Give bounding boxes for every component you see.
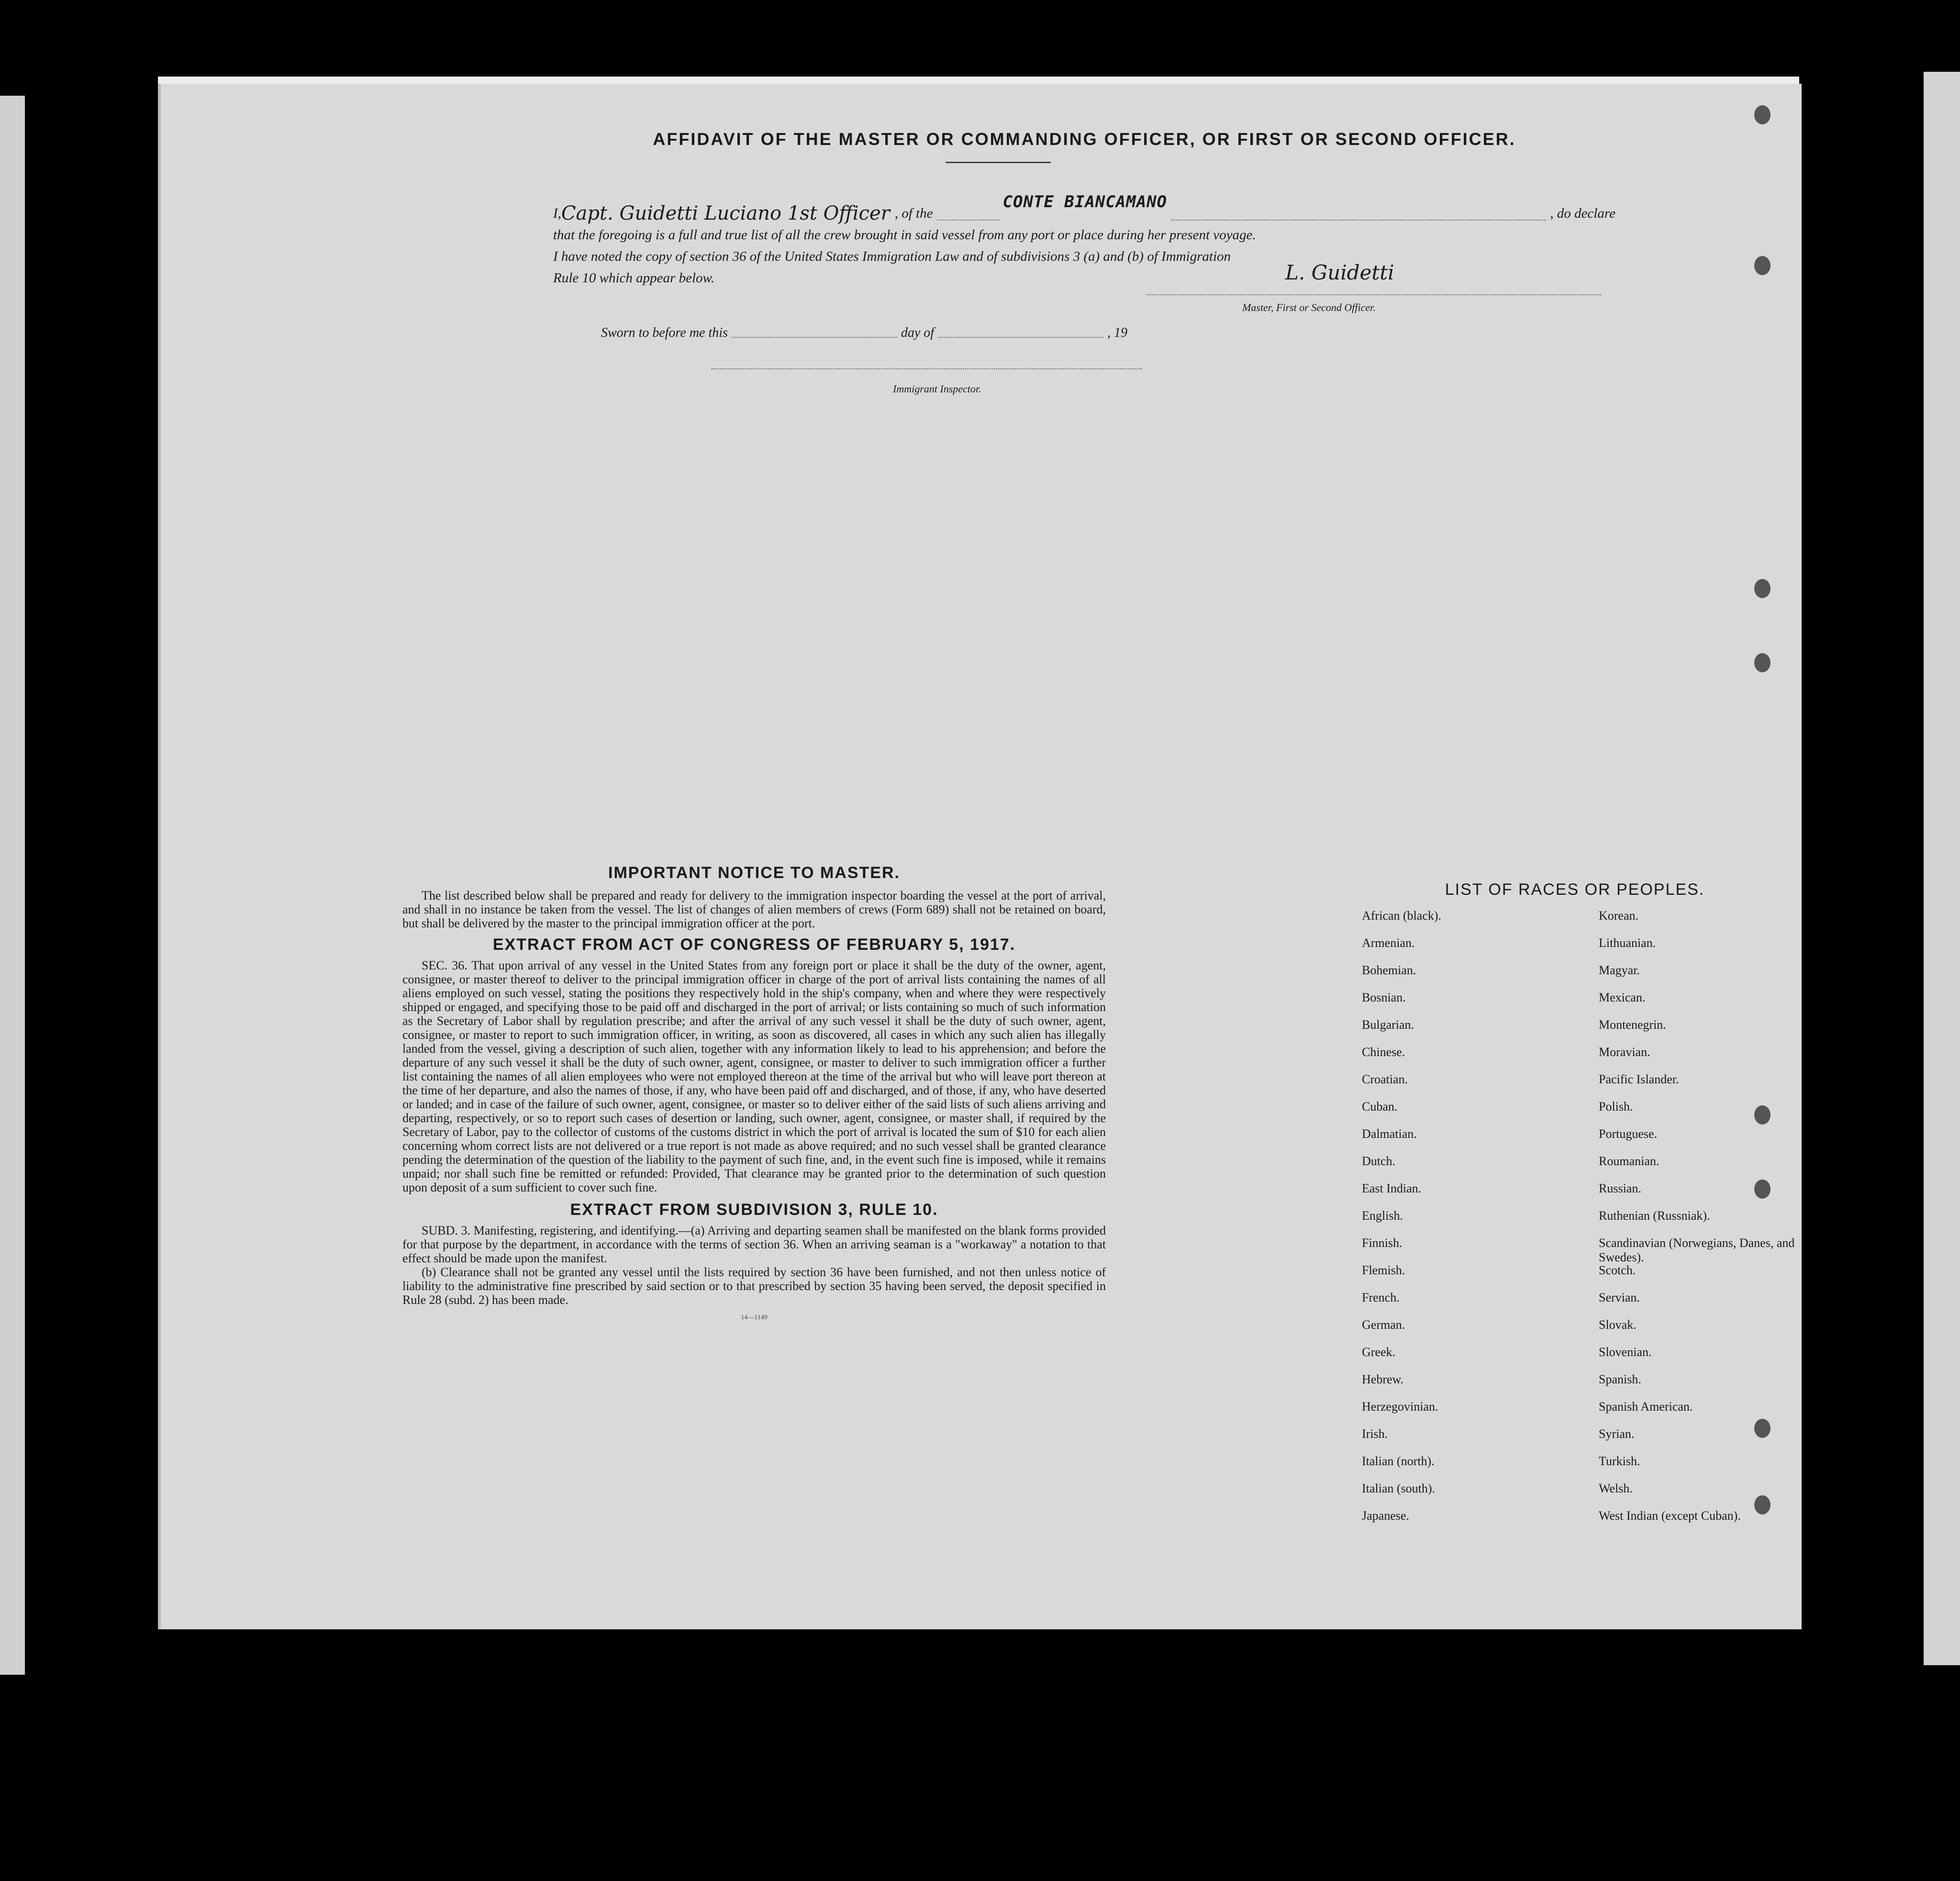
race-item: Flemish. [1362, 1263, 1405, 1277]
race-item: Ruthenian (Russniak). [1599, 1209, 1710, 1223]
rule-heading: EXTRACT FROM SUBDIVISION 3, RULE 10. [570, 1201, 938, 1219]
race-item: West Indian (except Cuban). [1599, 1509, 1741, 1523]
race-item: Magyar. [1599, 963, 1640, 977]
race-item: Welsh. [1599, 1481, 1633, 1495]
race-item: Greek. [1362, 1345, 1396, 1359]
race-item: Japanese. [1362, 1509, 1409, 1523]
sworn-day: day of [901, 325, 935, 340]
race-item: Scotch. [1599, 1263, 1636, 1277]
race-item: Mexican. [1599, 991, 1646, 1004]
race-item: Roumanian. [1599, 1154, 1659, 1168]
race-item: Bulgarian. [1362, 1018, 1414, 1032]
race-item: Servian. [1599, 1291, 1640, 1304]
race-item: Portuguese. [1599, 1127, 1658, 1141]
sworn-prefix: Sworn to before me this [601, 325, 728, 340]
declaration-of-the: , of the [894, 206, 933, 221]
declaration-prefix: I, [553, 206, 561, 221]
notice-block [402, 866, 1106, 1324]
race-item: Pacific Islander. [1599, 1072, 1679, 1086]
signature-caption: Master, First or Second Officer. [1242, 301, 1376, 313]
race-item: French. [1362, 1291, 1400, 1304]
inspector-line [711, 368, 1142, 369]
title-rule [946, 162, 1051, 163]
act-body: SEC. 36. That upon arrival of any vessel in the United States from any foreign port or place it shall be the duty of the owner, agent, consignee, or master thereof to deliver to the principal immigration officer in charge of the port of arrival lists containing the names of all aliens employed on such vessel, stating the positions they respectively hold in the ship's company, when and where they were respectively shipped or engaged, and specifying those to be paid off and discharged in the port of arrival; or lists containing so much of such information as the Secretary of Labor shall by regulation prescribe; and after the arrival of any such vessel it shall be the duty of such owner, agent, consignee, or master to report to such immigration officer, in writing, as soon as discovered, all cases in which any such alien has illegally landed from the vessel, giving a description of such alien, together with any information likely to lead to his apprehension; and before the departure of any such vessel it shall be the duty of such owner, agent, consignee, or master to deliver to such immigration officer a further list containing the names of all alien employees who were not employed thereon at the time of the arrival but who will leave port thereon at the time of her departure, and also the names of those, if any, who have been paid off and discharged, and of those, if any, who have deserted or landed; and in case of the failure of such owner, agent, consignee, or master so to deliver either of the said lists of such aliens arriving and departing, respectively, or so to report such cases of desertion or landing, such owner, agent, consignee, or master shall, if required by the Secretary of Labor, pay to the collector of customs of the customs district in which the port of arrival is located the sum of $10 for each alien concerning whom correct lists are not delivered or a true report is not made as above required; and no such vessel shall be granted clearance pending the determination of the question of the liability to the payment of such fine, and, in the event such fine is imposed, while it remains unpaid; nor shall such fine be remitted or refunded: Provided, That clearance may be granted prior to the determination of such question upon deposit of a sum sufficient to cover such fine. [402, 958, 1106, 1194]
race-item: Finnish. [1362, 1236, 1403, 1250]
race-item: Scandinavian (Norwegians, Danes, and Swedes). [1599, 1236, 1795, 1264]
race-item: Cuban. [1362, 1100, 1398, 1113]
adjacent-page-left [0, 96, 25, 1675]
race-item: Herzegovinian. [1362, 1400, 1438, 1414]
affidavit-title: AFFIDAVIT OF THE MASTER OR COMMANDING OFFICER, OR FIRST OR SECOND OFFICER. [653, 129, 1516, 149]
act-heading: EXTRACT FROM ACT OF CONGRESS OF FEBRUARY 5, 1917. [492, 935, 1016, 954]
race-item: Dutch. [1362, 1154, 1396, 1168]
sworn-line [601, 325, 1127, 341]
declarant-name: Capt. Guidetti Luciano 1st Officer [561, 202, 890, 224]
binder-hole [1754, 105, 1771, 124]
races-left-column [1309, 909, 1575, 1536]
race-item: Armenian. [1362, 936, 1415, 950]
race-item: Russian. [1599, 1181, 1641, 1195]
ship-name: CONTE BIANCAMANO [1002, 192, 1168, 211]
race-item: Slovenian. [1599, 1345, 1652, 1359]
notice-body: The list described below shall be prepared and ready for delivery to the immigration inspector boarding the vessel at the port of arrival, and shall in no instance be taken from the vessel. The list of changes of alien members of crews (Form 689) shall not be retained on board, but shall be delivered by the master to the principal immigration officer at the port. [402, 889, 1106, 930]
rule-para-b: (b) Clearance shall not be granted any vessel until the lists required by section 36 have been furnished, and not then unless notice of liability to the administrative fine prescribed by said section or to that prescribed by section 35 having been served, the deposit specified in Rule 28 (subd. 2) has been made. [402, 1265, 1106, 1307]
race-item: Dalmatian. [1362, 1127, 1417, 1141]
race-item: East Indian. [1362, 1181, 1422, 1195]
binder-hole [1754, 1495, 1771, 1514]
notice-heading: IMPORTANT NOTICE TO MASTER. [608, 864, 900, 882]
binder-hole [1754, 1180, 1771, 1199]
declaration-line-2: that the foregoing is a full and true list of all the crew brought in said vessel from any port or place during her present voyage. [553, 227, 1256, 243]
binder-hole [1754, 579, 1771, 598]
race-item: Syrian. [1599, 1427, 1635, 1441]
sworn-year: , 19 [1107, 325, 1128, 340]
race-item: Moravian. [1599, 1045, 1650, 1059]
race-item: Chinese. [1362, 1045, 1405, 1059]
race-item: African (black). [1362, 909, 1442, 923]
binder-hole [1754, 1105, 1771, 1124]
race-item: Bosnian. [1362, 991, 1406, 1004]
race-item: Turkish. [1599, 1454, 1640, 1468]
race-item: Spanish American. [1599, 1400, 1693, 1414]
race-item: German. [1362, 1318, 1405, 1332]
inspector-caption: Immigrant Inspector. [893, 383, 981, 395]
declaration-line-3: I have noted the copy of section 36 of the United States Immigration Law and of subdivisions 3 (a) and (b) of Immigration [553, 249, 1231, 264]
form-number: 14—1149 [741, 1314, 768, 1321]
declaration [553, 191, 1615, 289]
race-item: Montenegrin. [1599, 1018, 1666, 1032]
race-item: Italian (north). [1362, 1454, 1435, 1468]
race-item: Bohemian. [1362, 963, 1416, 977]
race-item: English. [1362, 1209, 1403, 1223]
signature-line [1147, 294, 1601, 295]
race-item: Italian (south). [1362, 1481, 1436, 1495]
officer-signature: L. Guidetti [1285, 261, 1394, 284]
race-item: Irish. [1362, 1427, 1388, 1441]
binder-hole [1754, 1419, 1771, 1438]
adjacent-page-right [1924, 72, 1960, 1665]
races-heading: LIST OF RACES OR PEOPLES. [1445, 880, 1705, 899]
rule-para-a: SUBD. 3. Manifesting, registering, and identifying.—(a) Arriving and departing seamen shall be manifested on the blank forms provided for that purpose by the department, in accordance with the terms of section 36. When an arriving seaman is a "workaway" a notation to that effect should be made upon the manifest. [402, 1224, 1106, 1265]
race-item: Croatian. [1362, 1072, 1408, 1086]
binder-hole [1754, 256, 1771, 275]
manifest-page [158, 84, 1802, 1629]
race-item: Hebrew. [1362, 1372, 1404, 1386]
binder-hole [1754, 653, 1771, 672]
race-item: Polish. [1599, 1100, 1633, 1113]
declaration-do-declare: , do declare [1550, 206, 1615, 221]
race-item: Spanish. [1599, 1372, 1641, 1386]
race-item: Korean. [1599, 909, 1639, 923]
race-item: Lithuanian. [1599, 936, 1656, 950]
races-right-column [1575, 909, 1840, 1536]
race-item: Slovak. [1599, 1318, 1637, 1332]
declaration-line-4: Rule 10 which appear below. [553, 270, 714, 286]
